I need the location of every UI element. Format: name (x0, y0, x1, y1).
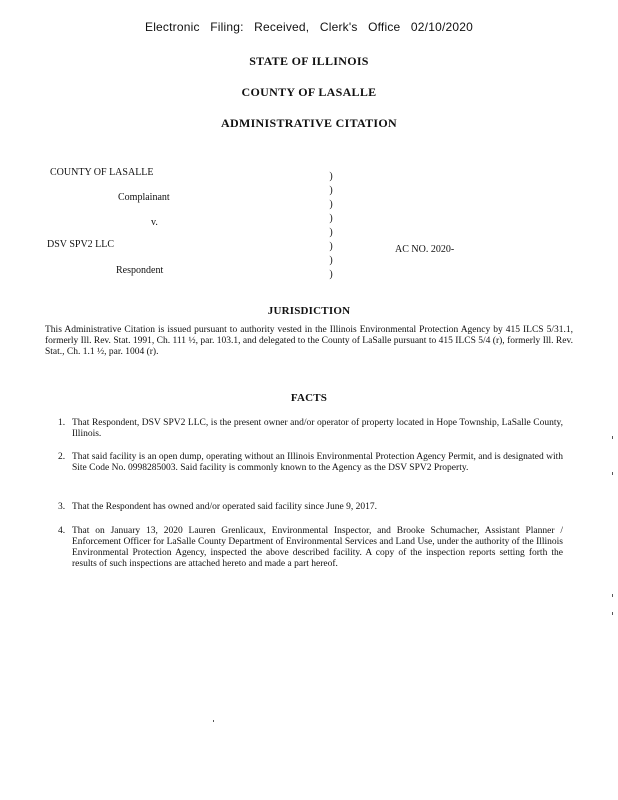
complainant-name: COUNTY OF LASALLE (50, 167, 154, 178)
fact-number: 4. (58, 526, 66, 536)
jurisdiction-text: This Administrative Citation is issued pursuant to authority vested in the Illinois Environmental Protection Agency by 415 ILCS 5/31.1, formerly Ill. Rev. Stat. 1991, Ch. 111 ½, par. 103.1, and delegated to the County of LaSalle pursuant to 415 ILCS 5/4 (r), formerly Ill. Rev. Stat., Ch. 1.1 ½, par. 1004 (r). (45, 325, 573, 357)
fact-number: 1. (58, 418, 66, 428)
scan-speck (612, 594, 613, 597)
complainant-label: Complainant (118, 192, 170, 203)
scan-speck (213, 720, 214, 722)
fact-item (58, 502, 563, 513)
electronic-filing-stamp: Electronic Filing: Received, Clerk's Office 02/10/2020 (144, 20, 473, 34)
scan-speck (612, 436, 613, 439)
state-title: STATE OF ILLINOIS (249, 54, 369, 68)
county-title: COUNTY OF LASALLE (241, 85, 377, 99)
fact-text: That the Respondent has owned and/or operated said facility since June 9, 2017. (72, 502, 377, 512)
case-number: AC NO. 2020- (395, 244, 455, 255)
versus-label: v. (151, 217, 158, 228)
fact-text: That on January 13, 2020 Lauren Grenlicaux, Environmental Inspector, and Brooke Schumacher, Assistant Planner / Enforcement Officer for LaSalle County Department of Environmental Services and Land Use, under the authority of the Illinois Environmental Protection Agency, inspected the above described facility. A copy of the inspection reports setting forth the results of such inspections are attached hereto and made a part hereof. (72, 526, 563, 569)
document-title: ADMINISTRATIVE CITATION (221, 116, 397, 130)
jurisdiction-heading: JURISDICTION (267, 305, 351, 317)
fact-item (58, 452, 563, 474)
fact-number: 2. (58, 452, 66, 462)
respondent-label: Respondent (116, 265, 164, 276)
facts-heading: FACTS (290, 392, 328, 404)
fact-number: 3. (58, 502, 66, 512)
fact-item (58, 526, 563, 570)
scan-speck (612, 612, 613, 615)
fact-text: That said facility is an open dump, operating without an Illinois Environmental Protection Agency Permit, and is designated with Site Code No. 0998285003. Said facility is commonly known to the Agency as the DSV SPV2 Property. (72, 452, 563, 473)
fact-item (58, 418, 563, 440)
caption-bracket: ) ) ) ) ) ) ) ) (329, 171, 333, 280)
fact-text: That Respondent, DSV SPV2 LLC, is the present owner and/or operator of property located in Hope Township, LaSalle County, Illinois. (72, 418, 563, 439)
scan-speck (612, 472, 613, 475)
respondent-name: DSV SPV2 LLC (47, 239, 115, 250)
